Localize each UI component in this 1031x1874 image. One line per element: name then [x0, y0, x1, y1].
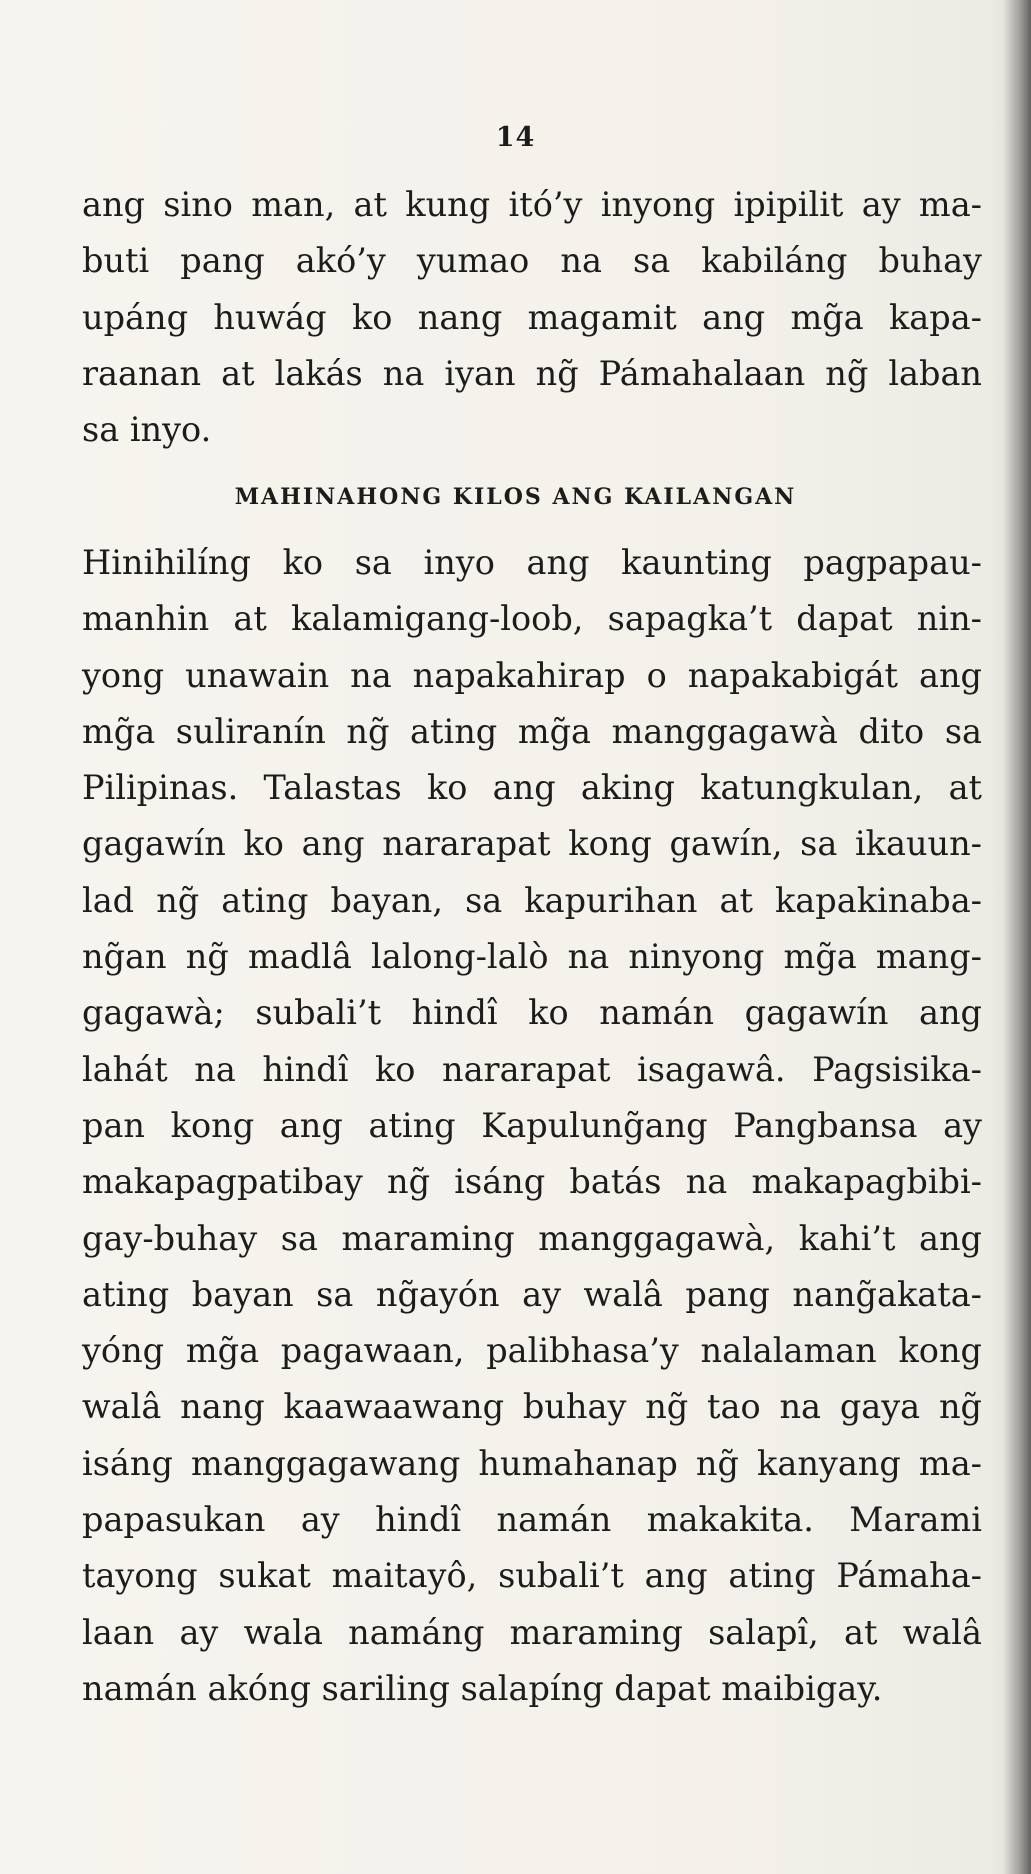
text-line: ang sino man, at kung itó’y inyong ipipilit ay ma-	[82, 185, 982, 224]
top-paragraph	[82, 177, 982, 458]
text-line: mg̃a suliranín ng̃ ating mg̃a manggagawà dito sa	[82, 711, 982, 751]
text-line: Hinihilíng ko sa inyo ang kaunting pagpapau-	[82, 543, 982, 582]
page-edge-shadow	[1003, 0, 1031, 1874]
text-line: namán akóng sariling salapíng dapat maibigay.	[82, 1668, 883, 1708]
text-line: raanan at lakás na iyan ng̃ Pámahalaan ng̃ laban	[82, 353, 982, 393]
page-number: 14	[495, 122, 536, 153]
text-line: yóng mg̃a pagawaan, palibhasa’y nalalaman kong	[82, 1331, 982, 1371]
text-line: buti pang akó’y yumao na sa kabiláng buhay	[82, 241, 982, 281]
text-line: ng̃an ng̃ madlâ lalong-lalò na ninyong mg̃a mang-	[82, 937, 982, 977]
text-line: manhin at kalamigang-loob, sapagka’t dapat nin-	[82, 599, 982, 639]
text-line: laan ay wala namáng maraming salapî, at walâ	[82, 1612, 982, 1652]
body-paragraph	[82, 535, 982, 1717]
text-line: lad ng̃ ating bayan, sa kapurihan at kapakinaba-	[82, 880, 982, 920]
text-line: pan kong ang ating Kapulung̃ang Pangbansa ay	[82, 1105, 982, 1145]
text-line: isáng manggagawang humahanap ng̃ kanyang ma-	[82, 1443, 982, 1483]
text-line: gagawà; subali’t hindî ko namán gagawín ang	[82, 993, 982, 1033]
section-heading: MAHINAHONG KILOS ANG KAILANGAN	[234, 484, 797, 510]
text-line: ating bayan sa ng̃ayón ay walâ pang nang̃akata-	[82, 1274, 982, 1314]
text-line: walâ nang kaawaawang buhay ng̃ tao na gaya ng̃	[82, 1387, 982, 1427]
text-line: Pilipinas. Talastas ko ang aking katungkulan, at	[82, 768, 982, 808]
text-line: gay-buhay sa maraming manggagawà, kahi’t ang	[82, 1218, 982, 1258]
text-line: tayong sukat maitayô, subali’t ang ating Pámaha-	[82, 1556, 982, 1596]
text-line: papasukan ay hindî namán makakita. Marami	[82, 1500, 982, 1540]
text-line: yong unawain na napakahirap o napakabigát ang	[82, 655, 982, 695]
text-line: lahát na hindî ko nararapat isagawâ. Pagsisika-	[82, 1049, 982, 1089]
text-line: makapagpatibay ng̃ isáng batás na makapagbibi-	[82, 1162, 982, 1202]
text-line: sa inyo.	[82, 410, 212, 450]
text-line: upáng huwág ko nang magamit ang mg̃a kapa-	[82, 297, 982, 337]
text-line: gagawín ko ang nararapat kong gawín, sa ikauun-	[82, 824, 982, 864]
